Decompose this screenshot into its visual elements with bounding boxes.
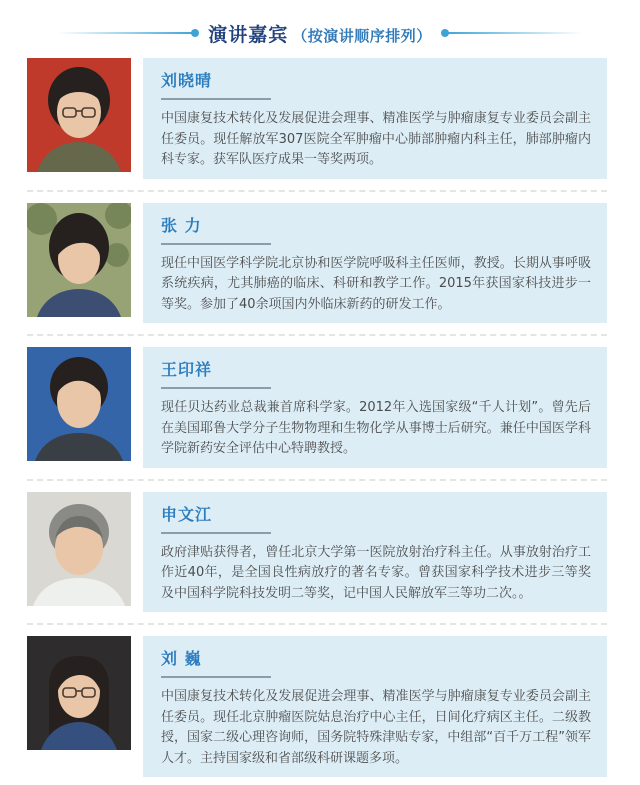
page-subtitle: （按演讲顺序排列） [292,26,432,45]
speaker-card-shen-wenjiang [27,492,607,613]
speaker-panel [143,636,607,777]
speaker-bio: 政府津贴获得者，曾任北京大学第一医院放射治疗科主任。从事放射治疗工作近40年，是全国良性病放疗的著名专家。曾获国家科学技术进步三等奖及中国科学院科技发明二等奖，记中国人民解放军三等功二次。。 [161,544,591,601]
name-underline [161,676,271,678]
speaker-list [0,52,640,785]
speaker-name: 张 力 [161,215,202,235]
name-underline [161,387,271,389]
speaker-panel [143,58,607,179]
speaker-name: 刘晓晴 [161,71,213,90]
name-underline [161,243,271,245]
speaker-name: 王印祥 [161,360,213,379]
speaker-panel [143,492,607,613]
page-title: 演讲嘉宾 [208,23,289,46]
accent-dot-right [441,29,449,37]
dashed-separator [27,479,607,481]
speaker-name: 申文江 [161,504,213,524]
speaker-card-wang-yinxiang [27,347,607,468]
section-header [0,0,640,52]
header-titles [208,20,432,47]
speaker-photo-liu-wei [27,636,131,750]
header-accent-line-right [443,32,583,34]
speaker-photo-zhang-li [27,203,131,317]
speaker-card-liu-xiaoqing [27,58,607,179]
dashed-separator [27,623,607,625]
speaker-panel [143,203,607,324]
speaker-panel [143,347,607,468]
speaker-name: 刘 巍 [161,649,202,668]
speaker-bio: 中国康复技术转化及发展促进会理事、精准医学与肿瘤康复专业委员会副主任委员。现任解放军307医院全军肿瘤中心肺部肿瘤内科主任，肺部肿瘤内科专家。获军队医疗成果一等奖两项。 [161,111,591,167]
speaker-card-zhang-li [27,203,607,324]
name-underline [161,532,271,534]
speaker-photo-shen-wenjiang [27,492,131,606]
speaker-photo-liu-xiaoqing [27,58,131,172]
header-accent-line-left [57,32,197,34]
speaker-bio: 现任贝达药业总裁兼首席科学家。2012年入选国家级“千人计划”。曾先后在美国耶鲁大学分子生物物理和生物化学从事博士后研究。兼任中国医学科学院新药安全评估中心特聘教授。 [161,400,591,456]
speaker-photo-wang-yinxiang [27,347,131,461]
dashed-separator [27,334,607,336]
accent-dot-left [191,29,199,37]
speaker-card-liu-wei [27,636,607,777]
speaker-bio: 中国康复技术转化及发展促进会理事、精准医学与肿瘤康复专业委员会副主任委员。现任北京肿瘤医院姑息治疗中心主任，日间化疗病区主任。二级教授，国家二级心理咨询师，国务院特殊津贴专家，中组部“百千万工程”领军人才。主持国家级和省部级科研课题多项。 [161,689,591,766]
name-underline [161,98,271,100]
dashed-separator [27,190,607,192]
speaker-bio: 现任中国医学科学院北京协和医学院呼吸科主任医师，教授。长期从事呼吸系统疾病，尤其肺癌的临床、科研和教学工作。2015年获国家科技进步一等奖。参加了40余项国内外临床新药的研发工作。 [161,255,591,312]
